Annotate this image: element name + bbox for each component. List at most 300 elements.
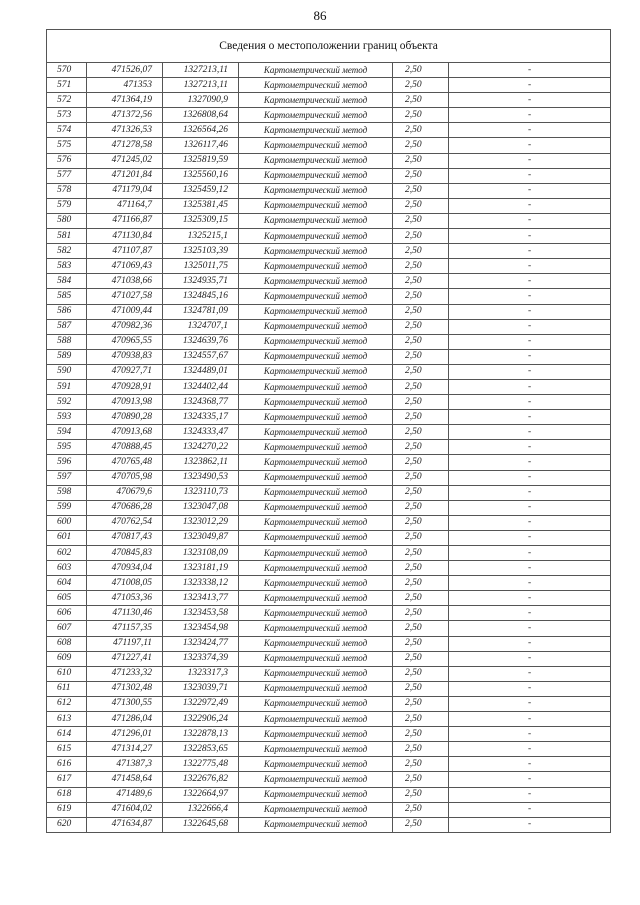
cell-method: Картометрический метод [239,742,393,757]
cell-accuracy: 2,50 [393,712,449,727]
cell-point-number: 571 [47,78,87,93]
table-row [47,591,611,606]
cell-method: Картометрический метод [239,229,393,244]
cell-description: - [449,515,611,530]
cell-description: - [449,696,611,711]
cell-method: Картометрический метод [239,727,393,742]
cell-accuracy: 2,50 [393,455,449,470]
cell-coord-x: 471166,87 [87,213,163,228]
cell-coord-y: 1324639,76 [163,334,239,349]
cell-accuracy: 2,50 [393,606,449,621]
cell-description: - [449,395,611,410]
cell-method: Картометрический метод [239,289,393,304]
table-row [47,183,611,198]
table-row [47,546,611,561]
cell-coord-y: 1323453,58 [163,606,239,621]
cell-coord-x: 471053,36 [87,591,163,606]
cell-coord-y: 1324333,47 [163,425,239,440]
cell-method: Картометрический метод [239,198,393,213]
cell-accuracy: 2,50 [393,470,449,485]
cell-description: - [449,757,611,772]
cell-point-number: 615 [47,742,87,757]
table-row [47,379,611,394]
cell-method: Картометрический метод [239,319,393,334]
cell-point-number: 594 [47,425,87,440]
cell-description: - [449,259,611,274]
cell-coord-y: 1324707,1 [163,319,239,334]
cell-point-number: 602 [47,546,87,561]
cell-point-number: 609 [47,651,87,666]
cell-coord-y: 1323110,73 [163,485,239,500]
table-row [47,651,611,666]
cell-point-number: 578 [47,183,87,198]
cell-method: Картометрический метод [239,93,393,108]
cell-accuracy: 2,50 [393,153,449,168]
cell-description: - [449,319,611,334]
cell-coord-x: 471286,04 [87,712,163,727]
cell-point-number: 575 [47,138,87,153]
cell-accuracy: 2,50 [393,410,449,425]
cell-coord-x: 471130,84 [87,229,163,244]
cell-point-number: 613 [47,712,87,727]
cell-coord-x: 471300,55 [87,696,163,711]
cell-coord-x: 470982,36 [87,319,163,334]
cell-description: - [449,546,611,561]
cell-accuracy: 2,50 [393,742,449,757]
cell-accuracy: 2,50 [393,334,449,349]
cell-coord-x: 471296,01 [87,727,163,742]
table-row [47,63,611,78]
cell-accuracy: 2,50 [393,440,449,455]
cell-coord-x: 471326,53 [87,123,163,138]
cell-method: Картометрический метод [239,561,393,576]
cell-point-number: 574 [47,123,87,138]
cell-coord-y: 1322676,82 [163,772,239,787]
cell-coord-x: 471364,19 [87,93,163,108]
cell-point-number: 584 [47,274,87,289]
table-row [47,304,611,319]
cell-method: Картометрический метод [239,153,393,168]
cell-description: - [449,591,611,606]
cell-coord-x: 471008,05 [87,576,163,591]
cell-coord-y: 1324489,01 [163,364,239,379]
cell-description: - [449,379,611,394]
table-row [47,515,611,530]
cell-description: - [449,561,611,576]
cell-coord-x: 471107,87 [87,244,163,259]
cell-coord-y: 1323317,3 [163,666,239,681]
cell-coord-y: 1323108,09 [163,546,239,561]
cell-coord-x: 470890,28 [87,410,163,425]
cell-method: Картометрический метод [239,576,393,591]
cell-accuracy: 2,50 [393,319,449,334]
cell-description: - [449,274,611,289]
cell-coord-x: 471278,58 [87,138,163,153]
cell-coord-x: 470938,83 [87,349,163,364]
cell-coord-y: 1327213,11 [163,78,239,93]
cell-accuracy: 2,50 [393,123,449,138]
cell-point-number: 618 [47,787,87,802]
cell-description: - [449,817,611,832]
table-row [47,636,611,651]
cell-coord-x: 471634,87 [87,817,163,832]
cell-point-number: 570 [47,63,87,78]
cell-point-number: 593 [47,410,87,425]
cell-description: - [449,123,611,138]
page-number: 86 [313,8,327,23]
cell-coord-x: 471314,27 [87,742,163,757]
cell-coord-y: 1322853,65 [163,742,239,757]
table-row [47,696,611,711]
cell-description: - [449,455,611,470]
cell-accuracy: 2,50 [393,591,449,606]
cell-point-number: 611 [47,681,87,696]
cell-accuracy: 2,50 [393,244,449,259]
cell-coord-y: 1323374,39 [163,651,239,666]
cell-coord-x: 471387,3 [87,757,163,772]
cell-accuracy: 2,50 [393,485,449,500]
cell-method: Картометрический метод [239,108,393,123]
table-row [47,727,611,742]
table-row [47,108,611,123]
cell-accuracy: 2,50 [393,621,449,636]
cell-accuracy: 2,50 [393,168,449,183]
table-row [47,561,611,576]
cell-point-number: 605 [47,591,87,606]
cell-method: Картометрический метод [239,168,393,183]
cell-coord-x: 471038,66 [87,274,163,289]
cell-accuracy: 2,50 [393,364,449,379]
cell-description: - [449,229,611,244]
cell-coord-x: 471164,7 [87,198,163,213]
cell-coord-y: 1325381,45 [163,198,239,213]
cell-coord-x: 471245,02 [87,153,163,168]
cell-coord-y: 1324781,09 [163,304,239,319]
cell-accuracy: 2,50 [393,666,449,681]
cell-point-number: 588 [47,334,87,349]
cell-coord-y: 1323424,77 [163,636,239,651]
cell-method: Картометрический метод [239,651,393,666]
table-title: Сведения о местоположении границ объекта [47,30,611,63]
cell-description: - [449,244,611,259]
cell-method: Картометрический метод [239,817,393,832]
cell-method: Картометрический метод [239,274,393,289]
cell-method: Картометрический метод [239,304,393,319]
cell-point-number: 614 [47,727,87,742]
cell-accuracy: 2,50 [393,274,449,289]
cell-point-number: 577 [47,168,87,183]
cell-accuracy: 2,50 [393,636,449,651]
table-row [47,621,611,636]
table-row [47,485,611,500]
cell-method: Картометрический метод [239,78,393,93]
cell-point-number: 586 [47,304,87,319]
cell-coord-y: 1323049,87 [163,530,239,545]
cell-coord-y: 1323181,19 [163,561,239,576]
cell-accuracy: 2,50 [393,787,449,802]
cell-method: Картометрический метод [239,470,393,485]
table-row [47,78,611,93]
cell-coord-y: 1325819,59 [163,153,239,168]
cell-point-number: 610 [47,666,87,681]
cell-coord-y: 1325011,75 [163,259,239,274]
cell-accuracy: 2,50 [393,561,449,576]
cell-coord-y: 1323338,12 [163,576,239,591]
cell-description: - [449,712,611,727]
cell-coord-x: 470762,54 [87,515,163,530]
cell-accuracy: 2,50 [393,817,449,832]
cell-coord-y: 1324335,17 [163,410,239,425]
table-row [47,757,611,772]
table-row [47,470,611,485]
cell-method: Картометрический метод [239,591,393,606]
table-row [47,319,611,334]
cell-coord-y: 1322775,48 [163,757,239,772]
cell-coord-y: 1325309,15 [163,213,239,228]
cell-accuracy: 2,50 [393,213,449,228]
cell-point-number: 595 [47,440,87,455]
cell-point-number: 585 [47,289,87,304]
cell-coord-y: 1325459,12 [163,183,239,198]
cell-point-number: 581 [47,229,87,244]
table-row [47,530,611,545]
cell-description: - [449,500,611,515]
cell-method: Картометрический метод [239,530,393,545]
cell-accuracy: 2,50 [393,681,449,696]
cell-coord-y: 1322906,24 [163,712,239,727]
cell-description: - [449,138,611,153]
cell-coord-x: 470845,83 [87,546,163,561]
cell-method: Картометрический метод [239,757,393,772]
cell-coord-x: 471201,84 [87,168,163,183]
cell-coord-y: 1323012,29 [163,515,239,530]
cell-accuracy: 2,50 [393,727,449,742]
cell-method: Картометрический метод [239,772,393,787]
cell-point-number: 599 [47,500,87,515]
cell-accuracy: 2,50 [393,349,449,364]
cell-description: - [449,470,611,485]
table-row [47,455,611,470]
cell-point-number: 601 [47,530,87,545]
cell-method: Картометрический метод [239,259,393,274]
cell-point-number: 612 [47,696,87,711]
cell-description: - [449,63,611,78]
cell-method: Картометрический метод [239,213,393,228]
cell-description: - [449,425,611,440]
table-row [47,244,611,259]
cell-coord-x: 470765,48 [87,455,163,470]
cell-point-number: 617 [47,772,87,787]
table-row [47,153,611,168]
table-row [47,787,611,802]
cell-coord-y: 1325215,1 [163,229,239,244]
cell-coord-x: 470913,98 [87,395,163,410]
cell-method: Картометрический метод [239,425,393,440]
cell-point-number: 600 [47,515,87,530]
cell-point-number: 620 [47,817,87,832]
cell-coord-y: 1324557,67 [163,349,239,364]
table-row [47,500,611,515]
table-row [47,802,611,817]
cell-coord-x: 471027,58 [87,289,163,304]
cell-method: Картометрический метод [239,500,393,515]
cell-coord-y: 1325560,16 [163,168,239,183]
cell-method: Картометрический метод [239,138,393,153]
cell-coord-y: 1322666,4 [163,802,239,817]
cell-coord-x: 470686,28 [87,500,163,515]
cell-description: - [449,93,611,108]
cell-coord-y: 1324935,71 [163,274,239,289]
cell-coord-x: 470913,68 [87,425,163,440]
cell-accuracy: 2,50 [393,500,449,515]
cell-point-number: 576 [47,153,87,168]
table-row [47,364,611,379]
table-row [47,123,611,138]
cell-coord-y: 1324270,22 [163,440,239,455]
cell-accuracy: 2,50 [393,651,449,666]
cell-point-number: 606 [47,606,87,621]
cell-description: - [449,636,611,651]
table-row [47,213,611,228]
cell-point-number: 591 [47,379,87,394]
cell-accuracy: 2,50 [393,259,449,274]
table-row [47,138,611,153]
cell-coord-x: 470928,91 [87,379,163,394]
cell-point-number: 582 [47,244,87,259]
cell-method: Картометрический метод [239,546,393,561]
cell-coord-x: 471489,6 [87,787,163,802]
cell-coord-y: 1322645,68 [163,817,239,832]
table-row [47,410,611,425]
cell-description: - [449,410,611,425]
table-row [47,395,611,410]
cell-coord-x: 471353 [87,78,163,93]
cell-method: Картометрический метод [239,712,393,727]
cell-accuracy: 2,50 [393,304,449,319]
table-row [47,349,611,364]
cell-coord-x: 471197,11 [87,636,163,651]
cell-point-number: 573 [47,108,87,123]
cell-description: - [449,213,611,228]
cell-accuracy: 2,50 [393,425,449,440]
table-row [47,259,611,274]
cell-accuracy: 2,50 [393,515,449,530]
cell-accuracy: 2,50 [393,198,449,213]
cell-point-number: 616 [47,757,87,772]
cell-description: - [449,334,611,349]
table-row [47,742,611,757]
cell-coord-x: 471302,48 [87,681,163,696]
table-body [47,30,611,833]
cell-description: - [449,304,611,319]
cell-coord-y: 1327213,11 [163,63,239,78]
cell-point-number: 619 [47,802,87,817]
table-row [47,168,611,183]
cell-accuracy: 2,50 [393,78,449,93]
cell-description: - [449,349,611,364]
cell-coord-y: 1323862,11 [163,455,239,470]
cell-description: - [449,530,611,545]
cell-description: - [449,666,611,681]
cell-method: Картометрический метод [239,364,393,379]
cell-accuracy: 2,50 [393,802,449,817]
cell-point-number: 607 [47,621,87,636]
cell-coord-y: 1326117,46 [163,138,239,153]
cell-method: Картометрический метод [239,606,393,621]
cell-description: - [449,168,611,183]
cell-accuracy: 2,50 [393,696,449,711]
cell-point-number: 590 [47,364,87,379]
cell-method: Картометрический метод [239,802,393,817]
cell-accuracy: 2,50 [393,63,449,78]
cell-description: - [449,772,611,787]
cell-coord-y: 1327090,9 [163,93,239,108]
cell-coord-x: 471604,02 [87,802,163,817]
cell-description: - [449,108,611,123]
cell-description: - [449,198,611,213]
cell-coord-x: 471009,44 [87,304,163,319]
cell-method: Картометрический метод [239,515,393,530]
cell-point-number: 596 [47,455,87,470]
cell-method: Картометрический метод [239,696,393,711]
cell-coord-x: 471179,04 [87,183,163,198]
cell-method: Картометрический метод [239,621,393,636]
cell-coord-x: 470965,55 [87,334,163,349]
cell-description: - [449,153,611,168]
cell-description: - [449,802,611,817]
cell-description: - [449,787,611,802]
cell-point-number: 598 [47,485,87,500]
cell-method: Картометрический метод [239,244,393,259]
cell-point-number: 583 [47,259,87,274]
cell-coord-x: 471157,35 [87,621,163,636]
cell-coord-x: 470888,45 [87,440,163,455]
cell-accuracy: 2,50 [393,138,449,153]
cell-point-number: 597 [47,470,87,485]
cell-coord-y: 1325103,39 [163,244,239,259]
cell-coord-x: 470817,43 [87,530,163,545]
cell-accuracy: 2,50 [393,379,449,394]
cell-coord-x: 470927,71 [87,364,163,379]
cell-method: Картометрический метод [239,379,393,394]
cell-accuracy: 2,50 [393,229,449,244]
cell-coord-y: 1322878,13 [163,727,239,742]
table-row [47,712,611,727]
cell-method: Картометрический метод [239,123,393,138]
cell-method: Картометрический метод [239,455,393,470]
cell-description: - [449,621,611,636]
cell-accuracy: 2,50 [393,757,449,772]
cell-description: - [449,606,611,621]
cell-description: - [449,681,611,696]
cell-description: - [449,364,611,379]
table-row [47,229,611,244]
cell-point-number: 604 [47,576,87,591]
cell-coord-x: 470934,04 [87,561,163,576]
cell-accuracy: 2,50 [393,576,449,591]
cell-description: - [449,485,611,500]
cell-coord-x: 471130,46 [87,606,163,621]
cell-method: Картометрический метод [239,63,393,78]
cell-description: - [449,742,611,757]
table-row [47,817,611,832]
cell-method: Картометрический метод [239,485,393,500]
cell-coord-y: 1323039,71 [163,681,239,696]
cell-method: Картометрический метод [239,636,393,651]
table-row [47,425,611,440]
table-row [47,440,611,455]
cell-method: Картометрический метод [239,787,393,802]
